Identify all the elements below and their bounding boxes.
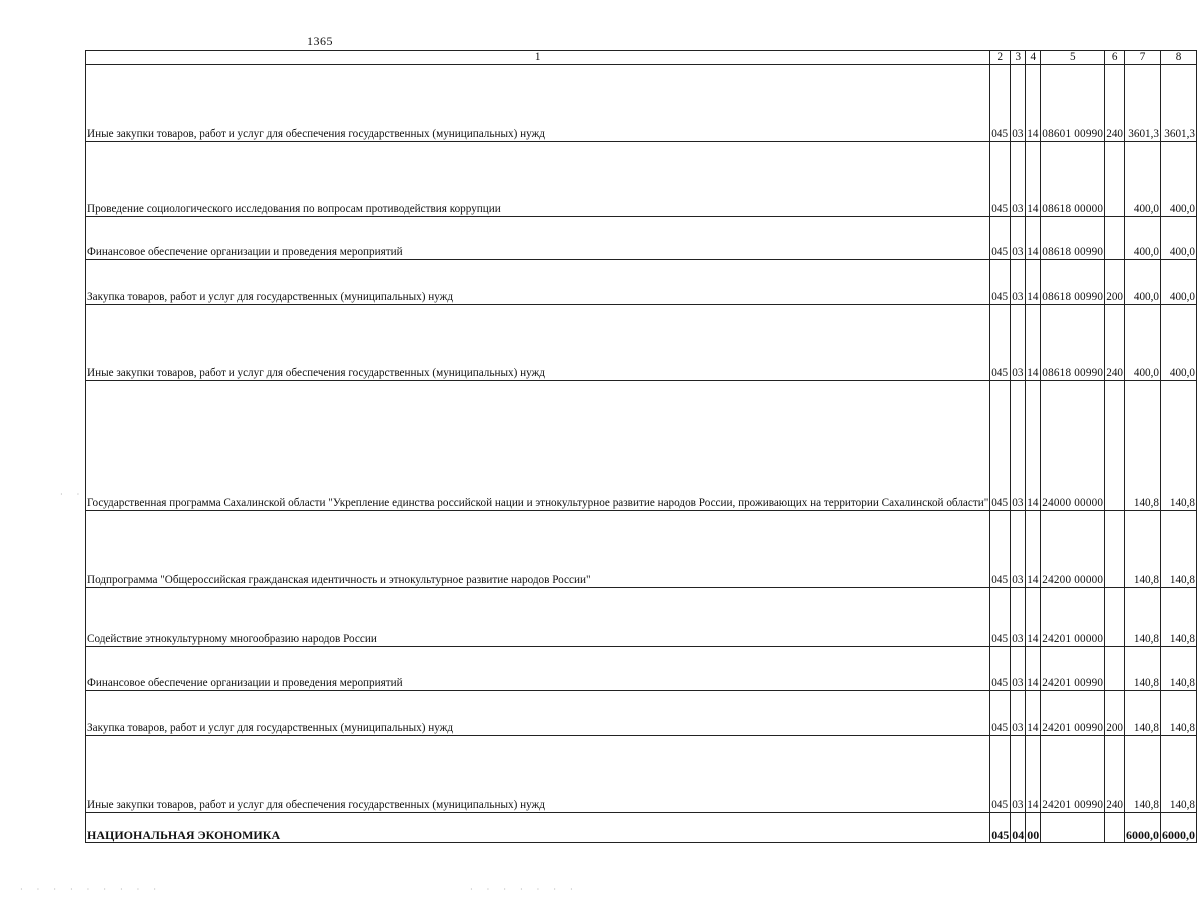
- cell-ministry-code: 045: [990, 588, 1011, 647]
- column-header: 2: [990, 51, 1011, 65]
- cell-amount-col8: 140,8: [1161, 691, 1197, 736]
- cell-subsection: 14: [1026, 381, 1041, 511]
- column-header: 5: [1041, 51, 1105, 65]
- table-row: [86, 647, 1197, 691]
- cell-amount-col8: 140,8: [1161, 588, 1197, 647]
- cell-ministry-code: 045: [990, 142, 1011, 217]
- cell-amount-col8: 400,0: [1161, 305, 1197, 381]
- cell-ministry-code: 045: [990, 511, 1011, 588]
- row-name-cell: Подпрограмма "Общероссийская гражданская идентичность и этнокультурное развитие народов России": [86, 511, 990, 588]
- row-name-cell: Закупка товаров, работ и услуг для государственных (муниципальных) нужд: [86, 260, 990, 305]
- row-name-cell: Финансовое обеспечение организации и проведения мероприятий: [86, 647, 990, 691]
- cell-amount-col7: 140,8: [1125, 588, 1161, 647]
- row-name-cell: Государственная программа Сахалинской области "Укрепление единства российской нации и этнокультурное развитие народов России, проживающих на территории Сахалинской области": [86, 381, 990, 511]
- table-row: [86, 511, 1197, 588]
- cell-amount-col8: 140,8: [1161, 511, 1197, 588]
- scan-noise: · · · · · · ·: [470, 885, 579, 894]
- cell-subsection: 14: [1026, 691, 1041, 736]
- table-row: [86, 142, 1197, 217]
- row-name-cell: Содействие этнокультурному многообразию народов России: [86, 588, 990, 647]
- cell-target-article: 24201 00990: [1041, 691, 1105, 736]
- cell-target-article: 24000 00000: [1041, 381, 1105, 511]
- cell-target-article: 24201 00000: [1041, 588, 1105, 647]
- row-name-cell: Иные закупки товаров, работ и услуг для обеспечения государственных (муниципальных) нужд: [86, 305, 990, 381]
- table-row: [86, 691, 1197, 736]
- table-row: [86, 260, 1197, 305]
- cell-amount-col7: 400,0: [1125, 217, 1161, 260]
- cell-amount-col8: 6000,0: [1161, 813, 1197, 843]
- cell-ministry-code: 045: [990, 647, 1011, 691]
- cell-expense-type: [1105, 813, 1125, 843]
- cell-amount-col7: 6000,0: [1125, 813, 1161, 843]
- cell-ministry-code: 045: [990, 813, 1011, 843]
- cell-section: 04: [1011, 813, 1026, 843]
- table-row: [86, 65, 1197, 142]
- cell-section: 03: [1011, 381, 1026, 511]
- row-name-cell: Закупка товаров, работ и услуг для государственных (муниципальных) нужд: [86, 691, 990, 736]
- scan-noise: · ·: [60, 490, 86, 499]
- cell-ministry-code: 045: [990, 217, 1011, 260]
- cell-expense-type: [1105, 142, 1125, 217]
- cell-amount-col7: 140,8: [1125, 691, 1161, 736]
- cell-subsection: 00: [1026, 813, 1041, 843]
- cell-amount-col8: 140,8: [1161, 736, 1197, 813]
- cell-target-article: 24201 00990: [1041, 736, 1105, 813]
- cell-target-article: 08618 00990: [1041, 305, 1105, 381]
- cell-section: 03: [1011, 588, 1026, 647]
- cell-expense-type: 200: [1105, 260, 1125, 305]
- column-header: 7: [1125, 51, 1161, 65]
- cell-subsection: 14: [1026, 305, 1041, 381]
- cell-section: 03: [1011, 736, 1026, 813]
- table-row: [86, 588, 1197, 647]
- cell-expense-type: [1105, 381, 1125, 511]
- cell-amount-col7: 3601,3: [1125, 65, 1161, 142]
- cell-expense-type: 240: [1105, 65, 1125, 142]
- column-header: 4: [1026, 51, 1041, 65]
- cell-target-article: 08618 00990: [1041, 217, 1105, 260]
- cell-ministry-code: 045: [990, 691, 1011, 736]
- cell-target-article: 24201 00990: [1041, 647, 1105, 691]
- cell-ministry-code: 045: [990, 381, 1011, 511]
- cell-amount-col8: 140,8: [1161, 647, 1197, 691]
- cell-amount-col8: 3601,3: [1161, 65, 1197, 142]
- cell-amount-col7: 140,8: [1125, 381, 1161, 511]
- cell-amount-col7: 140,8: [1125, 736, 1161, 813]
- cell-target-article: 08618 00000: [1041, 142, 1105, 217]
- cell-ministry-code: 045: [990, 305, 1011, 381]
- column-header: 3: [1011, 51, 1026, 65]
- table-header-row: [86, 51, 1197, 65]
- cell-section: 03: [1011, 142, 1026, 217]
- row-name-cell: Финансовое обеспечение организации и проведения мероприятий: [86, 217, 990, 260]
- cell-target-article: 24200 00000: [1041, 511, 1105, 588]
- cell-section: 03: [1011, 217, 1026, 260]
- row-name-cell: Иные закупки товаров, работ и услуг для обеспечения государственных (муниципальных) нужд: [86, 65, 990, 142]
- cell-subsection: 14: [1026, 142, 1041, 217]
- cell-ministry-code: 045: [990, 260, 1011, 305]
- cell-amount-col8: 400,0: [1161, 142, 1197, 217]
- table-row: [86, 736, 1197, 813]
- column-header: 1: [86, 51, 990, 65]
- cell-section: 03: [1011, 511, 1026, 588]
- cell-ministry-code: 045: [990, 65, 1011, 142]
- scan-noise: · · · · · · · · ·: [20, 885, 162, 894]
- cell-expense-type: [1105, 511, 1125, 588]
- cell-ministry-code: 045: [990, 736, 1011, 813]
- budget-table: [85, 50, 1197, 843]
- cell-amount-col8: 400,0: [1161, 260, 1197, 305]
- cell-amount-col8: 140,8: [1161, 381, 1197, 511]
- column-header: 6: [1105, 51, 1125, 65]
- column-header: 8: [1161, 51, 1197, 65]
- cell-section: 03: [1011, 305, 1026, 381]
- cell-amount-col7: 400,0: [1125, 305, 1161, 381]
- cell-expense-type: 240: [1105, 736, 1125, 813]
- row-name-cell: НАЦИОНАЛЬНАЯ ЭКОНОМИКА: [86, 813, 990, 843]
- cell-subsection: 14: [1026, 260, 1041, 305]
- cell-amount-col8: 400,0: [1161, 217, 1197, 260]
- cell-amount-col7: 140,8: [1125, 647, 1161, 691]
- cell-expense-type: 200: [1105, 691, 1125, 736]
- cell-target-article: 08618 00990: [1041, 260, 1105, 305]
- row-name-cell: Иные закупки товаров, работ и услуг для обеспечения государственных (муниципальных) нужд: [86, 736, 990, 813]
- table-row: [86, 217, 1197, 260]
- row-name-cell: Проведение социологического исследования по вопросам противодействия коррупции: [86, 142, 990, 217]
- cell-subsection: 14: [1026, 511, 1041, 588]
- cell-subsection: 14: [1026, 588, 1041, 647]
- cell-expense-type: 240: [1105, 305, 1125, 381]
- table-row: [86, 305, 1197, 381]
- cell-subsection: 14: [1026, 736, 1041, 813]
- cell-section: 03: [1011, 647, 1026, 691]
- cell-amount-col7: 400,0: [1125, 260, 1161, 305]
- cell-subsection: 14: [1026, 65, 1041, 142]
- cell-amount-col7: 140,8: [1125, 511, 1161, 588]
- cell-subsection: 14: [1026, 647, 1041, 691]
- table-row: [86, 381, 1197, 511]
- cell-expense-type: [1105, 647, 1125, 691]
- cell-expense-type: [1105, 217, 1125, 260]
- cell-target-article: 08601 00990: [1041, 65, 1105, 142]
- cell-section: 03: [1011, 65, 1026, 142]
- cell-subsection: 14: [1026, 217, 1041, 260]
- table-row: [86, 813, 1197, 843]
- cell-section: 03: [1011, 691, 1026, 736]
- cell-section: 03: [1011, 260, 1026, 305]
- cell-amount-col7: 400,0: [1125, 142, 1161, 217]
- cell-target-article: [1041, 813, 1105, 843]
- page-number: 1365: [307, 34, 333, 48]
- cell-expense-type: [1105, 588, 1125, 647]
